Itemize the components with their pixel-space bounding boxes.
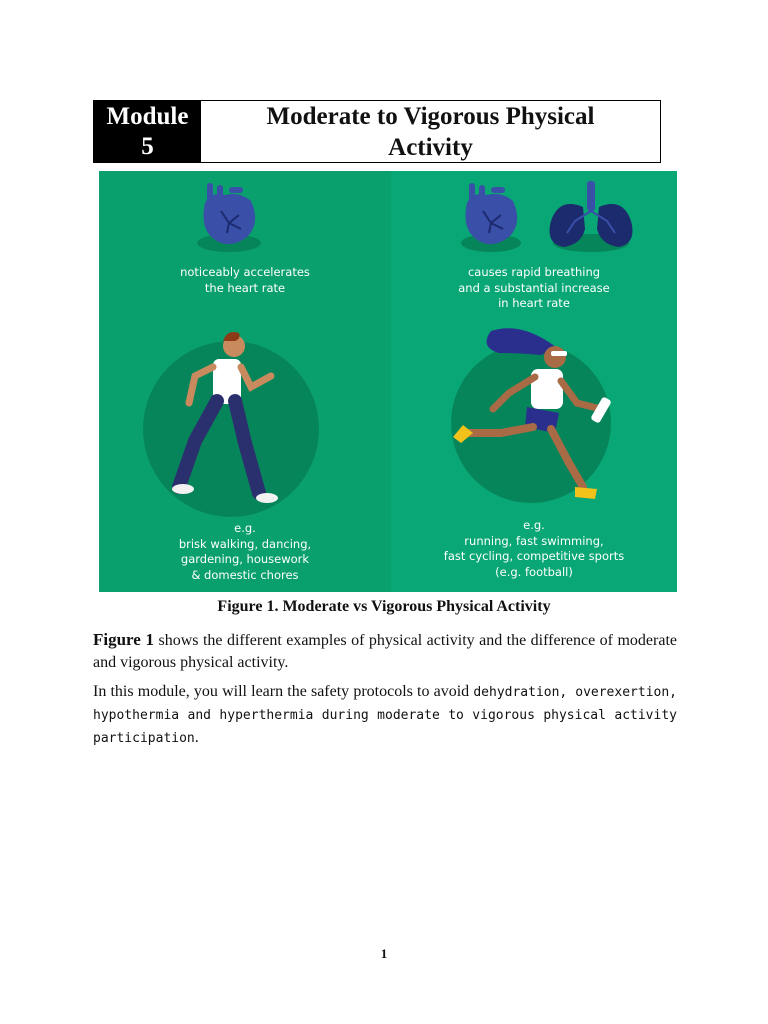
module-header <box>93 100 661 163</box>
paragraph-figure-description <box>93 629 677 674</box>
paragraph-2-start: In this module, you will learn the safety protocols to avoid <box>93 683 474 700</box>
vigorous-panel <box>391 171 677 592</box>
heart-icon <box>197 183 261 252</box>
figure-reference: Figure 1 <box>93 630 155 649</box>
vigorous-effect-text: causes rapid breathing and a substantial increase in heart rate <box>458 265 610 310</box>
module-title-line2: Activity <box>388 133 473 161</box>
activity-infographic <box>99 171 677 592</box>
safety-topics: dehydration, overexertion, hypothermia and hyperthermia during moderate to vigorous physical activity participation <box>93 685 677 746</box>
module-label-box <box>94 101 201 162</box>
paragraph-1-text: shows the different examples of physical activity and the difference of moderate and vigorous physical activity. <box>93 632 677 671</box>
moderate-examples-text: e.g. brisk walking, dancing, gardening, housework & domestic chores <box>178 521 312 582</box>
paragraph-2-end: . <box>194 729 199 746</box>
paragraph-module-intro <box>93 681 677 750</box>
module-number: 5 <box>141 132 154 160</box>
vigorous-examples-text: e.g. running, fast swimming, fast cycling, competitive sports (e.g. football) <box>443 518 625 579</box>
figure-caption: Figure 1. Moderate vs Vigorous Physical Activity <box>217 598 551 615</box>
heart-icon <box>461 183 521 252</box>
moderate-panel <box>99 171 391 592</box>
module-title-line1: Moderate to Vigorous Physical <box>266 102 595 130</box>
module-title <box>201 101 660 162</box>
lungs-icon <box>550 181 633 252</box>
page-number: 1 <box>380 946 388 961</box>
module-label: Module <box>106 102 189 130</box>
moderate-effect-text: noticeably accelerates the heart rate <box>180 265 310 295</box>
